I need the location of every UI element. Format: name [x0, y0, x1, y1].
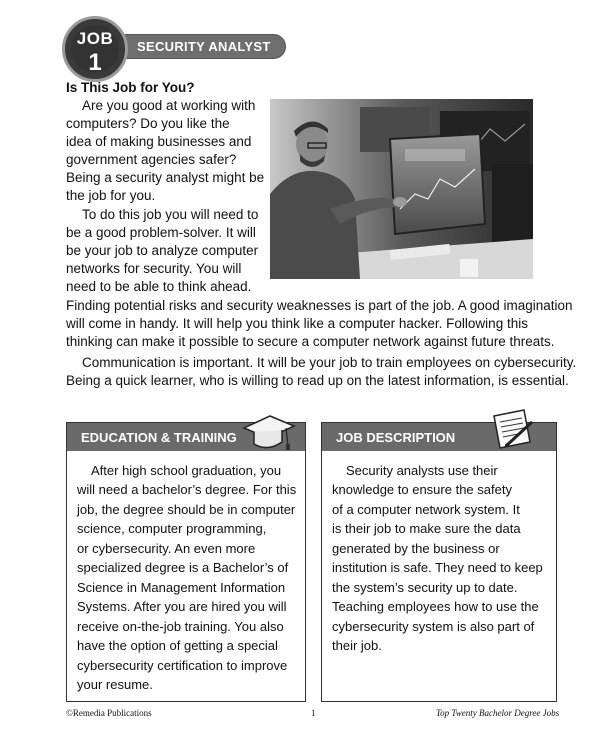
education-line: job, the degree should be in computer — [77, 502, 296, 517]
graduation-cap-icon — [242, 412, 296, 452]
description-line: knowledge to ensure the safety — [332, 482, 512, 497]
description-line: of a computer network system. It — [332, 502, 520, 517]
footer-book-title: Top Twenty Bachelor Degree Jobs — [436, 708, 560, 718]
intro-line: will come in handy. It will help you think like a computer hacker. Following this — [66, 316, 528, 331]
education-line: will need a bachelor’s degree. For this — [77, 482, 297, 497]
job-description-box — [321, 422, 557, 702]
description-line: their job. — [332, 638, 382, 653]
education-line: or cybersecurity. An even more — [77, 541, 256, 556]
intro-line: computers? Do you like the — [66, 116, 230, 131]
job-number: 1 — [88, 49, 102, 76]
job-title: SECURITY ANALYST — [137, 39, 271, 54]
job-number-badge — [62, 16, 128, 82]
education-training-title: EDUCATION & TRAINING — [81, 430, 237, 445]
description-line: Security analysts use their — [346, 463, 498, 478]
intro-line: be a good problem-solver. It will — [66, 225, 256, 240]
intro-line: the job for you. — [66, 188, 156, 203]
education-training-box — [66, 422, 306, 702]
description-line: cybersecurity system is also part of — [332, 619, 535, 634]
intro-line: To do this job you will need to — [82, 207, 259, 222]
intro-line: government agencies safer? — [66, 152, 237, 167]
intro-line: Finding potential risks and security weaknesses is part of the job. A good imagination — [66, 298, 573, 313]
description-line: Teaching employees how to use the — [332, 599, 539, 614]
education-line: Systems. After you are hired you will — [77, 599, 287, 614]
description-line: the system’s security up to date. — [332, 580, 518, 595]
job-title-bar — [120, 34, 286, 59]
document-pen-icon — [488, 408, 534, 452]
intro-line: need to be able to think ahead. — [66, 279, 252, 294]
description-line: generated by the business or — [332, 541, 500, 556]
education-line: specialized degree is a Bachelor’s of — [77, 560, 289, 575]
education-line: Science in Management Information — [77, 580, 286, 595]
education-line: science, computer programming, — [77, 521, 267, 536]
education-line: After high school graduation, you — [91, 463, 282, 478]
intro-line: idea of making businesses and — [66, 134, 252, 149]
education-line: cybersecurity certification to improve — [77, 658, 288, 673]
intro-line: Being a quick learner, who is willing to read up on the latest information, is essential. — [66, 373, 569, 388]
intro-line: Being a security analyst might be — [66, 170, 265, 185]
intro-line: networks for security. You will — [66, 261, 242, 276]
intro-line: Are you good at working with — [82, 98, 256, 113]
description-line: institution is safe. They need to keep — [332, 560, 543, 575]
intro-line: be your job to analyze computer — [66, 243, 259, 258]
intro-heading: Is This Job for You? — [66, 80, 195, 95]
description-line: is their job to make sure the data — [332, 521, 521, 536]
footer-page-number: 1 — [311, 708, 316, 718]
intro-line: Communication is important. It will be your job to train employees on cybersecurity. — [82, 355, 577, 370]
job-description-title: JOB DESCRIPTION — [336, 430, 456, 445]
person-at-computer-monitors-photo — [270, 99, 533, 279]
intro-line: thinking can make it possible to secure a computer network against future threats. — [66, 334, 555, 349]
education-line: your resume. — [77, 677, 153, 692]
education-line: receive on-the-job training. You also — [77, 619, 284, 634]
footer-publisher: ©Remedia Publications — [66, 708, 152, 718]
education-line: have the option of getting a special — [77, 638, 278, 653]
job-label: JOB — [76, 29, 114, 48]
